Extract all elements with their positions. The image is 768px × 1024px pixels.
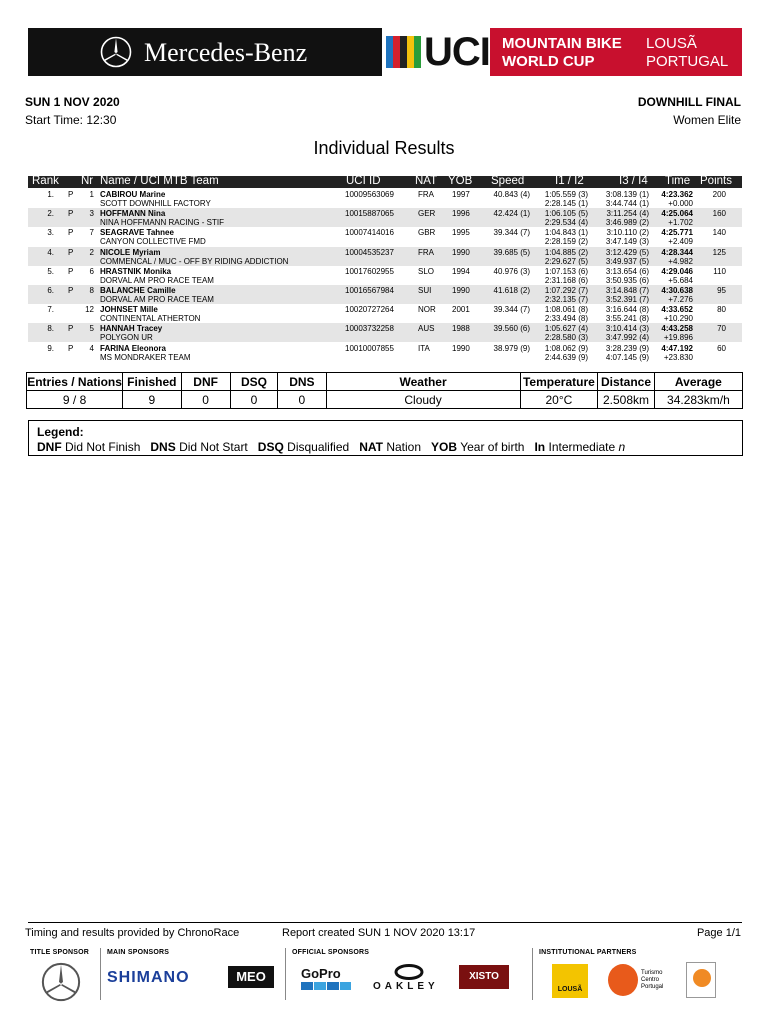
uci-logo-block	[382, 28, 742, 76]
result-points: 140	[712, 228, 726, 238]
result-points: 95	[717, 286, 726, 295]
result-yob: 1990	[452, 247, 470, 257]
result-uci-id: 10010007855	[345, 343, 394, 353]
result-speed: 39.344 (7)	[493, 228, 530, 238]
result-i3: 3:28.239 (9)	[605, 343, 649, 353]
result-name: JOHNSET Mille	[100, 305, 158, 315]
col-nr: Nr	[81, 175, 94, 187]
legend-abbr: NAT	[359, 440, 383, 454]
result-yob: 1997	[452, 190, 470, 199]
result-time: 4:47.192	[661, 343, 693, 353]
table-row	[28, 208, 742, 227]
result-yob: 1996	[452, 209, 470, 219]
result-i2: 2:44.639 (9)	[544, 352, 588, 362]
result-i3: 3:12.429 (5)	[605, 247, 649, 257]
result-uci-id: 10020727264	[345, 305, 394, 315]
col-points: Points	[700, 175, 732, 187]
result-yob: 1990	[452, 343, 470, 353]
result-nat: ITA	[418, 343, 430, 353]
result-team: NINA HOFFMANN RACING - STIF	[100, 218, 224, 228]
result-speed: 40.976 (3)	[493, 266, 530, 276]
event-name: DOWNHILL FINAL	[637, 95, 741, 109]
legend-n-suffix: n	[618, 440, 626, 454]
result-rank: 7.	[47, 305, 54, 315]
summary-header-entries: Entries / Nations	[27, 374, 122, 389]
gopro-stripes-icon	[301, 982, 351, 990]
result-status: P	[68, 228, 74, 238]
result-i3: 3:08.139 (1)	[605, 190, 649, 199]
result-rank: 5.	[47, 266, 54, 276]
result-nat: AUS	[418, 324, 435, 334]
summary-dnf: 0	[181, 391, 230, 409]
result-name: BALANCHE Camille	[100, 286, 176, 295]
result-time: 4:25.064	[661, 209, 693, 219]
result-status: P	[68, 247, 74, 257]
result-i4: 3:49.937 (5)	[605, 256, 649, 266]
event-title-block	[490, 28, 742, 76]
result-speed: 38.979 (9)	[493, 343, 530, 353]
result-name: HOFFMANN Nina	[100, 209, 166, 219]
result-points: 70	[717, 324, 726, 334]
result-points: 110	[713, 266, 726, 276]
result-nat: SUI	[418, 286, 432, 295]
result-i3: 3:10.414 (3)	[605, 324, 649, 334]
result-gap: +7.276	[668, 295, 693, 304]
result-nat: GBR	[418, 228, 436, 238]
event-line-1: MOUNTAIN BIKE	[502, 35, 622, 52]
result-i1: 1:07.153 (6)	[544, 266, 588, 276]
result-rank: 2.	[47, 209, 54, 219]
report-created: Report created SUN 1 NOV 2020 13:17	[282, 927, 476, 939]
result-name: HRASTNIK Monika	[100, 266, 172, 276]
sponsor-xisto: XISTO	[459, 965, 509, 989]
legend-abbr: DNF	[37, 440, 62, 454]
result-number: 2	[89, 247, 94, 257]
result-uci-id: 10007414016	[345, 228, 394, 238]
result-gap: +19.896	[663, 333, 693, 343]
result-team: COMMENCAL / MUC - OFF BY RIDING ADDICTION	[100, 256, 289, 266]
result-name: FARINA Eleonora	[100, 343, 166, 353]
result-number: 7	[89, 228, 94, 238]
col-time: Time	[665, 175, 691, 187]
result-status: P	[68, 190, 74, 199]
timing-provider: Timing and results provided by ChronoRace	[25, 927, 240, 939]
oakley-ellipse-icon	[394, 964, 424, 980]
result-time: 4:25.771	[661, 228, 693, 238]
page-number: Page 1/1	[696, 927, 741, 939]
col-uci-id: UCI ID	[346, 175, 381, 187]
main-sponsors-label: MAIN SPONSORS	[107, 949, 170, 956]
result-team: CANYON COLLECTIVE FMD	[100, 237, 206, 247]
result-points: 200	[712, 190, 726, 199]
location-line-1: LOUSÃ	[646, 35, 697, 52]
result-time: 4:43.258	[661, 324, 693, 334]
result-i1: 1:04.843 (1)	[544, 228, 588, 238]
summary-header-average: Average	[654, 373, 742, 391]
institutional-partners-label: INSTITUTIONAL PARTNERS	[539, 949, 637, 956]
col-i1-i2: I1 / I2	[555, 175, 584, 187]
col-i3-i4: I3 / I4	[619, 175, 648, 187]
result-gap: +2.409	[668, 237, 693, 247]
table-row	[28, 304, 742, 323]
result-i1: 1:06.105 (5)	[544, 209, 588, 219]
legend-desc: Year of birth	[460, 440, 525, 454]
sponsor-gopro: GoPro	[301, 966, 341, 981]
result-yob: 1988	[452, 324, 470, 334]
result-time: 4:33.652	[661, 305, 693, 315]
result-time: 4:29.046	[661, 266, 693, 276]
summary-weather: Cloudy	[326, 391, 520, 409]
table-row	[28, 285, 742, 304]
legend-abbr: DSQ	[257, 440, 284, 454]
result-i1: 1:04.885 (2)	[544, 247, 588, 257]
legend-desc: Did Not Start	[179, 440, 248, 454]
result-number: 6	[89, 266, 94, 276]
uci-rainbow-icon	[386, 34, 422, 70]
result-yob: 2001	[452, 305, 470, 315]
result-name: CABIROU Marine	[100, 190, 166, 199]
results-header	[28, 176, 742, 188]
result-i1: 1:05.627 (4)	[544, 324, 588, 334]
result-status: P	[68, 324, 74, 334]
result-i4: 3:47.992 (4)	[605, 333, 649, 343]
result-i2: 2:29.534 (4)	[544, 218, 588, 228]
event-line-2: WORLD CUP	[502, 53, 595, 70]
partner-centro-portugal: Turismo Centro Portugal	[641, 970, 664, 990]
result-nat: GER	[418, 209, 436, 219]
partner-ipdj-logo	[686, 962, 716, 998]
col-name: Name / UCI MTB Team	[100, 175, 219, 187]
legend-title: Legend:	[37, 425, 84, 439]
result-i2: 2:32.135 (7)	[544, 295, 588, 304]
result-uci-id: 10016567984	[345, 286, 394, 295]
sponsor-divider	[100, 948, 101, 1000]
result-nat: FRA	[418, 190, 434, 199]
result-i3: 3:11.254 (4)	[606, 209, 649, 219]
result-speed: 39.685 (5)	[493, 247, 530, 257]
result-speed: 39.344 (7)	[493, 305, 530, 315]
result-team: POLYGON UR	[100, 333, 153, 343]
result-name: HANNAH Tracey	[100, 324, 163, 334]
result-i2: 2:28.145 (1)	[544, 199, 588, 208]
result-number: 8	[89, 286, 94, 295]
category: Women Elite	[673, 113, 741, 127]
col-nat: NAT	[415, 175, 438, 187]
result-i4: 3:47.149 (3)	[605, 237, 649, 247]
summary-temperature: 20°C	[520, 391, 598, 409]
summary-header-dsq: DSQ	[230, 373, 277, 391]
header-banner	[28, 28, 742, 76]
result-name: SEAGRAVE Tahnee	[100, 228, 174, 238]
title-sponsor-label: TITLE SPONSOR	[30, 949, 89, 956]
result-team: CONTINENTAL ATHERTON	[100, 314, 201, 324]
race-date: SUN 1 NOV 2020	[25, 95, 120, 109]
result-rank: 8.	[47, 324, 54, 334]
legend-abbr: In	[534, 440, 546, 454]
legend-desc: Nation	[386, 440, 422, 454]
summary-dsq: 0	[230, 391, 277, 409]
result-gap: +0.000	[668, 199, 693, 208]
sponsor-meo: MEO	[228, 966, 274, 988]
table-row	[28, 247, 742, 266]
result-number: 1	[89, 190, 94, 199]
result-i4: 3:46.989 (2)	[605, 218, 649, 228]
result-number: 5	[89, 324, 94, 334]
table-row	[28, 266, 742, 285]
sponsor-shimano: SHIMANO	[107, 969, 190, 986]
result-i2: 2:31.168 (6)	[544, 275, 588, 285]
result-i1: 1:08.062 (9)	[544, 343, 588, 353]
result-i3: 3:16.644 (8)	[605, 305, 649, 315]
summary-header-temperature: Temperature	[520, 373, 598, 391]
result-speed: 40.843 (4)	[493, 190, 530, 199]
legend-desc: Did Not Finish	[65, 440, 141, 454]
table-row	[28, 189, 742, 208]
sponsor-divider	[285, 948, 286, 1000]
summary-distance: 2.508km	[598, 391, 655, 409]
page-title: Individual Results	[313, 138, 455, 158]
result-rank: 3.	[47, 228, 54, 238]
col-speed: Speed	[491, 175, 525, 187]
result-i4: 3:55.241 (8)	[605, 314, 649, 324]
result-rank: 4.	[47, 247, 54, 257]
result-i1: 1:08.061 (8)	[544, 305, 588, 315]
result-yob: 1994	[452, 266, 470, 276]
race-summary-table	[26, 372, 743, 409]
result-i4: 3:44.744 (1)	[605, 199, 649, 208]
result-points: 125	[712, 247, 726, 257]
summary-average: 34.283km/h	[654, 391, 742, 409]
result-yob: 1990	[452, 286, 470, 295]
result-nat: FRA	[418, 247, 434, 257]
footer-divider	[28, 922, 742, 923]
result-i3: 3:14.848 (7)	[605, 286, 649, 295]
result-time: 4:28.344	[661, 247, 693, 257]
result-i4: 4:07.145 (9)	[605, 352, 649, 362]
brand-name: Mercedes-Benz	[144, 38, 308, 67]
result-i3: 3:13.654 (6)	[605, 266, 649, 276]
legend-desc: Intermediate	[548, 440, 616, 454]
result-yob: 1995	[452, 228, 470, 238]
result-speed: 42.424 (1)	[493, 209, 530, 219]
legend-abbr: YOB	[431, 440, 458, 454]
result-i1: 1:05.559 (3)	[544, 190, 588, 199]
summary-header-dns: DNS	[278, 373, 326, 391]
result-i4: 3:52.391 (7)	[605, 295, 649, 304]
summary-header-finished: Finished	[123, 373, 181, 391]
mercedes-star-icon	[41, 962, 81, 1002]
sponsor-divider	[532, 948, 533, 1000]
result-name: NICOLE Myriam	[100, 247, 161, 257]
legend-abbr: DNS	[150, 440, 176, 454]
result-i2: 2:28.159 (2)	[544, 237, 588, 247]
result-team: SCOTT DOWNHILL FACTORY	[100, 199, 211, 208]
legend-items	[37, 440, 625, 454]
uci-logo-text: UCI	[424, 30, 490, 74]
summary-finished: 9	[123, 391, 181, 409]
start-time: Start Time: 12:30	[25, 113, 117, 127]
result-team: DORVAL AM PRO RACE TEAM	[100, 295, 214, 304]
result-points: 80	[717, 305, 726, 315]
result-number: 3	[89, 209, 94, 219]
result-team: MS MONDRAKER TEAM	[100, 352, 191, 362]
result-number: 4	[89, 343, 94, 353]
col-yob: YOB	[448, 175, 473, 187]
sponsor-oakley: OAKLEY	[373, 981, 439, 992]
result-gap: +4.982	[668, 256, 693, 266]
result-gap: +10.290	[663, 314, 693, 324]
col-rank: Rank	[32, 175, 59, 187]
table-row	[28, 323, 742, 342]
result-i2: 2:29.627 (5)	[544, 256, 588, 266]
result-i3: 3:10.110 (2)	[606, 228, 649, 238]
summary-entries: 9 / 8	[27, 391, 123, 409]
result-nat: SLO	[418, 266, 435, 276]
summary-header-dnf: DNF	[181, 373, 230, 391]
result-rank: 6.	[47, 286, 54, 295]
partner-lousa: LOUSÃ	[552, 964, 588, 998]
result-uci-id: 10015887065	[345, 209, 394, 219]
result-status: P	[68, 343, 74, 353]
result-uci-id: 10004535237	[345, 247, 394, 257]
result-uci-id: 10009563069	[345, 190, 394, 199]
result-i1: 1:07.292 (7)	[544, 286, 588, 295]
table-row	[28, 227, 742, 246]
result-gap: +5.684	[668, 275, 693, 285]
legend-box	[28, 420, 743, 456]
result-time: 4:30.638	[661, 286, 693, 295]
result-points: 60	[717, 343, 726, 353]
summary-dns: 0	[278, 391, 326, 409]
result-i4: 3:50.935 (6)	[605, 275, 649, 285]
official-sponsors-label: OFFICIAL SPONSORS	[292, 949, 370, 956]
mercedes-star-icon	[100, 36, 132, 68]
result-gap: +23.830	[663, 352, 693, 362]
result-speed: 41.618 (2)	[493, 286, 530, 295]
result-status: P	[68, 266, 74, 276]
result-rank: 1.	[47, 190, 54, 199]
result-i2: 2:28.580 (3)	[544, 333, 588, 343]
result-speed: 39.560 (6)	[493, 324, 530, 334]
result-number: 12	[85, 305, 94, 315]
result-uci-id: 10017602955	[345, 266, 394, 276]
result-time: 4:23.362	[661, 190, 693, 199]
result-team: DORVAL AM PRO RACE TEAM	[100, 275, 214, 285]
result-status: P	[68, 286, 74, 295]
result-i2: 2:33.494 (8)	[544, 314, 588, 324]
partner-centro-portugal-icon	[608, 964, 638, 996]
result-uci-id: 10003732258	[345, 324, 394, 334]
result-gap: +1.702	[668, 218, 693, 228]
table-row	[28, 343, 742, 362]
summary-header-distance: Distance	[598, 373, 655, 391]
result-rank: 9.	[47, 343, 54, 353]
location-line-2: PORTUGAL	[646, 53, 729, 70]
result-status: P	[68, 209, 74, 219]
legend-desc: Disqualified	[287, 440, 350, 454]
result-points: 160	[712, 209, 726, 219]
result-nat: NOR	[418, 305, 436, 315]
summary-header-weather: Weather	[326, 373, 520, 391]
